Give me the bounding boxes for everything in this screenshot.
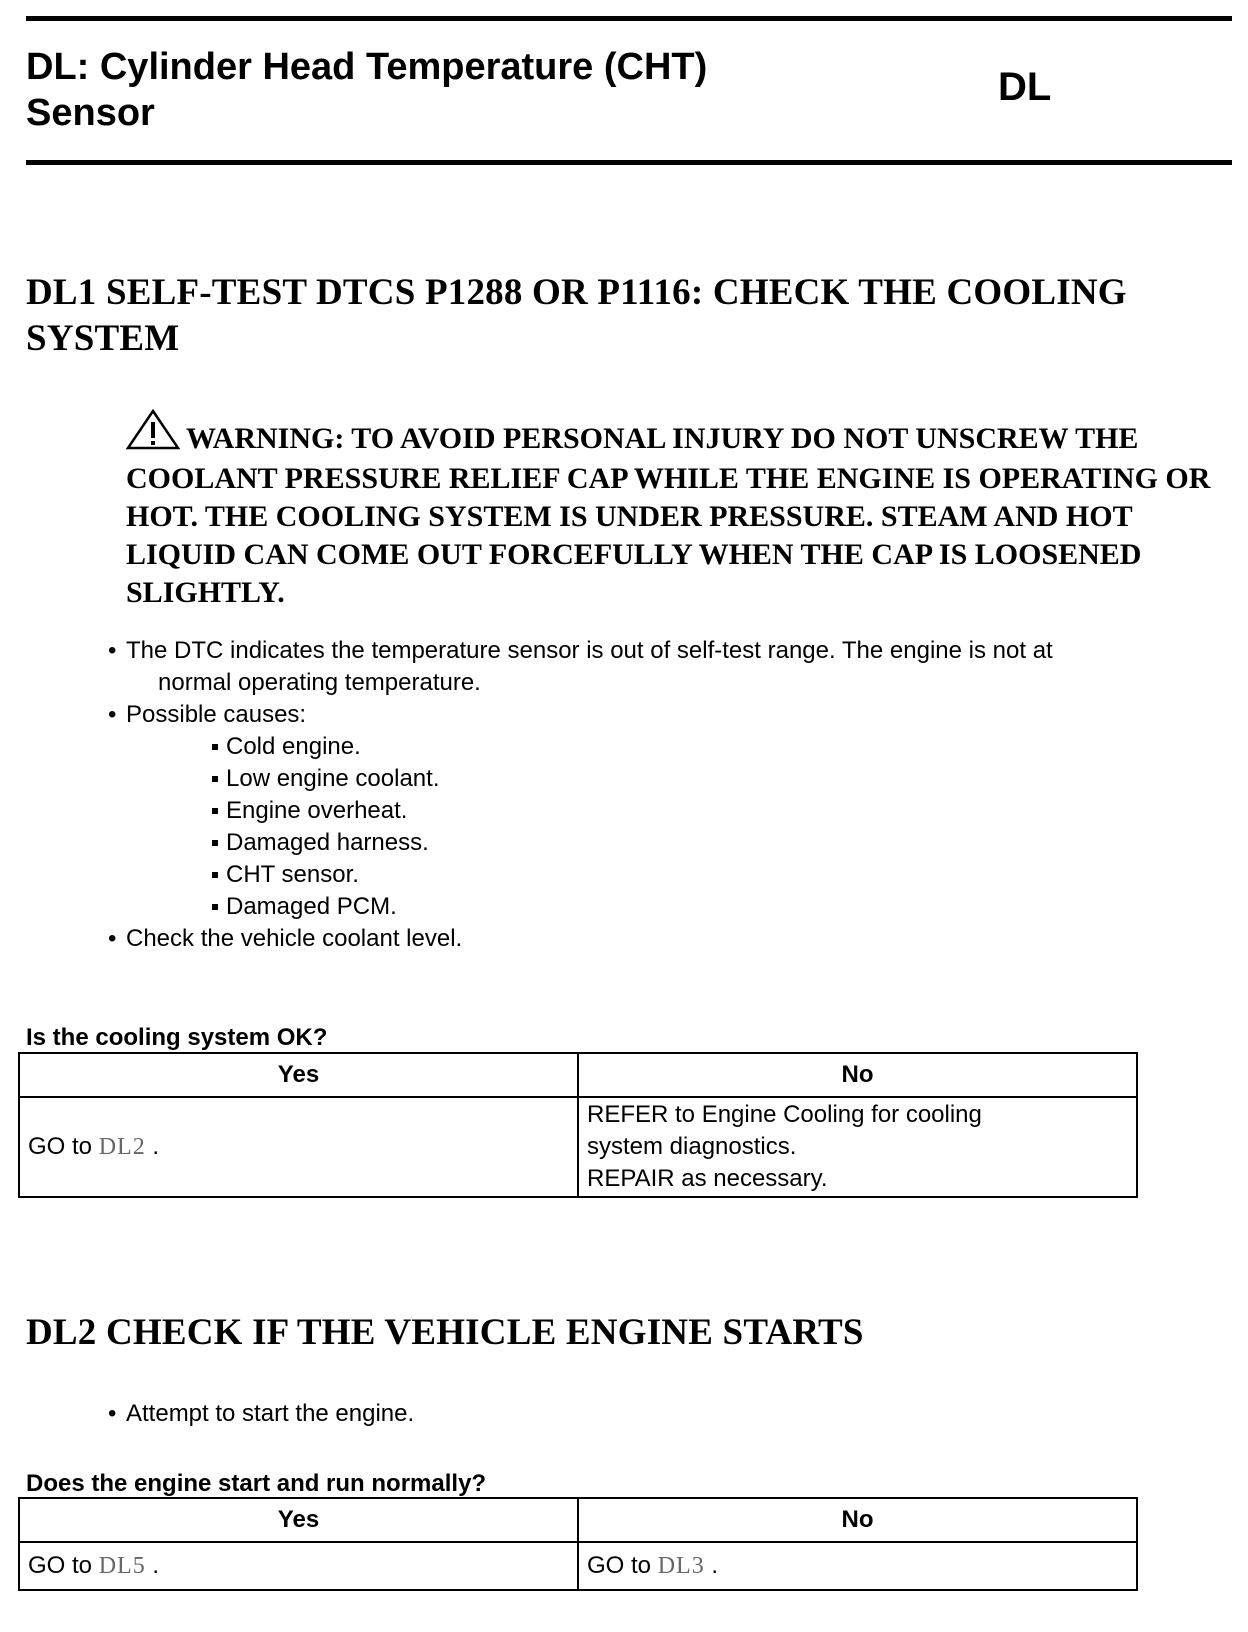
dl2-decision-table: [18, 1497, 1138, 1591]
step-dl1-heading: DL1 SELF-TEST DTCS P1288 OR P1116: CHECK THE COOLING SYSTEM: [26, 272, 1127, 359]
dl2-question: Does the engine start and run normally?: [26, 1470, 487, 1497]
bullet-text-continued: normal operating temperature.: [158, 669, 481, 696]
warning-triangle-icon: [126, 408, 180, 460]
link-dl5[interactable]: DL5: [98, 1553, 146, 1579]
step-dl2-heading: DL2 CHECK IF THE VEHICLE ENGINE STARTS: [26, 1312, 864, 1353]
no-cell: GO to DL3 .: [578, 1542, 1137, 1590]
cause-item: Cold engine.: [126, 731, 1228, 763]
dl2-bullet-list: [108, 1398, 1228, 1430]
warning-block: [126, 408, 1236, 612]
cause-item: Low engine coolant.: [126, 763, 1228, 795]
list-item: • Possible causes: Cold engine. Low engine coolant. Engine overheat. Damaged harness. CHT sensor. Damaged PCM.: [108, 699, 1228, 923]
yes-header: Yes: [19, 1498, 578, 1542]
dl1-bullet-list: [108, 635, 1228, 955]
header-bottom-rule: [26, 160, 1232, 165]
no-header: No: [578, 1498, 1137, 1542]
yes-cell: GO to DL5 .: [19, 1542, 578, 1590]
no-header: No: [578, 1053, 1137, 1097]
list-item: • The DTC indicates the temperature sensor is out of self-test range. The engine is not at normal operating temperature.: [108, 635, 1228, 699]
bullet-text: Check the vehicle coolant level.: [126, 925, 463, 952]
bullet-text: The DTC indicates the temperature sensor is out of self-test range. The engine is not at: [126, 637, 1053, 664]
no-cell: REFER to Engine Cooling for cooling system diagnostics. REPAIR as necessary.: [578, 1097, 1137, 1197]
dl1-decision-table: [18, 1052, 1138, 1198]
bullet-text: Attempt to start the engine.: [126, 1400, 415, 1427]
cause-item: Damaged PCM.: [126, 891, 1228, 923]
link-dl2[interactable]: DL2: [98, 1134, 146, 1160]
causes-list: [126, 731, 1228, 923]
dl1-question: Is the cooling system OK?: [26, 1024, 328, 1051]
bullet-text: Possible causes:: [126, 701, 307, 728]
top-rule: [26, 16, 1232, 21]
list-item: • Check the vehicle coolant level.: [108, 925, 463, 952]
cause-item: Engine overheat.: [126, 795, 1228, 827]
section-code: DL: [998, 65, 1052, 109]
cause-item: Damaged harness.: [126, 827, 1228, 859]
warning-text: WARNING: TO AVOID PERSONAL INJURY DO NOT UNSCREW THE COOLANT PRESSURE RELIEF CAP WHILE THE ENGINE IS OPERATING OR HOT. THE COOLING SYSTEM IS UNDER PRESSURE. STEAM AND HOT LIQUID CAN COME OUT FORCEFULLY WHEN THE CAP IS LOOSENED SLIGHTLY.: [126, 422, 1211, 609]
cause-item: CHT sensor.: [126, 859, 1228, 891]
yes-header: Yes: [19, 1053, 578, 1097]
link-dl3[interactable]: DL3: [657, 1553, 705, 1579]
yes-cell: GO to DL2 .: [19, 1097, 578, 1197]
page-title: DL: Cylinder Head Temperature (CHT) Sensor: [26, 46, 708, 134]
list-item: • Attempt to start the engine.: [108, 1400, 415, 1427]
